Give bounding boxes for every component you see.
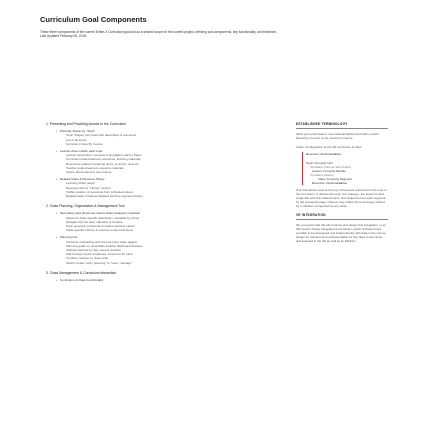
tree-topic: Topic: Formerly Unit <box>306 161 333 165</box>
outline-sub-item: Planning guide on accessible intuitive dashboard features <box>66 243 143 248</box>
outline-sub-item: Add & select topics & features, resources for each <box>66 252 133 257</box>
heading-rule <box>296 128 388 129</box>
main-outline <box>40 122 280 288</box>
section-heading: 3. Class Management & Curriculum Interaction <box>46 270 117 275</box>
outline-sub-item: Resource lists of "Library" section <box>66 185 111 190</box>
terminology-tree <box>302 152 388 185</box>
outline-bullet: • Secondary view shown as custom class created by educator <box>60 211 280 215</box>
outline-bullet: • Primarily shown by "Topic" <box>60 129 280 133</box>
taxonomy-text: Allow group discussion, new ideas Establish and refine current hierarchy of terms, to be used from course. <box>296 132 380 140</box>
section-class-management <box>40 271 280 282</box>
outline-sub-item: Topic "Pages" per panel with description & resources <box>66 133 137 138</box>
outline-sub-item: Allows for class specific description, viewable by cohort <box>66 215 140 220</box>
integration-heading: VE INTEGRATION <box>296 213 326 217</box>
tree-leaf: Resource: Downloadables <box>312 181 348 185</box>
integration-text: We recognize that VE will continue and design this integration, is an API (Learn Today) Integrated & Curriculum, Each of these future possible to be developed and independently with data in the course design for relevant and understandable for the class components and selected in the VE as well as its Platform. <box>296 223 386 243</box>
section-class-planning <box>40 204 280 265</box>
sidebar-notes <box>296 122 388 243</box>
outline-sub-item: Instructor onboarding with the tool (intro video pages) <box>66 239 137 244</box>
taxonomy-heading: ESTABLISHED TERMINOLOGY <box>296 122 348 126</box>
tree-topic-note: (Contains Units as Sub-Topics) <box>310 165 352 169</box>
outline-sub-item: Navigated by list view, calendar or timeline <box>66 219 123 224</box>
outline-sub-item: List of all topics <box>66 137 87 142</box>
tree-lesson-note: (Contains Videos) <box>310 173 334 177</box>
outline-sub-item: Teacher guided learners resource materials <box>66 165 124 170</box>
outline-sub-item: Curriculum View By Course <box>66 141 103 146</box>
taxonomy-explanation: One that will be used at the top of the levels presented to the user in the curriculum. It defines the topic, the category; the topics for that single title with the related topics, and sequenced for each segment by the presented page. Options may reflect the terminology offered by it, whether recognized as any class. <box>296 188 387 208</box>
outline-sub-item: Visible position of resources from individual videos <box>66 189 133 194</box>
outline-sub-item: Related tasks of learner Related learning segment design <box>66 194 143 199</box>
outline-sub-item: Class-specific Library & resource content list items <box>66 228 134 233</box>
section-heading: 2. Class Planning, Organization & Management Tool <box>46 204 125 209</box>
tree-video: Video: Formerly Segment <box>318 177 352 181</box>
outline-sub-item: Resources related to learning items, inventory view etc. <box>66 161 140 166</box>
outline-sub-item: Topics where learners can explore <box>66 170 112 175</box>
outline-sub-item: Learning Video player <box>66 181 96 186</box>
outline-sub-item: Learner description, overview & emphasis Learner Panel <box>66 153 142 158</box>
page-title: Curriculum Goal Components <box>40 15 147 24</box>
intro-paragraph: These three components of the current Entire-X Curriculum goal act as a shared scope for the current project, defining sub-components, key functionality, and timelines. Last Updated February 06, 2018. <box>40 30 277 39</box>
class-definition: Class: Configuration of the VE curriculum & class <box>296 145 362 149</box>
outline-sub-item: Topic progress (customized timeline sections views) <box>66 224 135 229</box>
outline-bullet: • Planning tool <box>60 235 280 239</box>
outline-sub-item: Switch modes "edit / planning" to "view / manage" <box>66 260 132 265</box>
outline-bullet: • Curriculum & Class Functionality <box>60 278 280 282</box>
heading-rule <box>296 219 388 220</box>
outline-sub-item: Combine reviews on class units <box>66 256 109 261</box>
outline-bullet: • Related Video & Resource Player <box>60 177 280 181</box>
outline-sub-item: Settings planned by day, week & duration <box>66 248 121 253</box>
outline-bullet: • Learner-driven within each topic <box>60 149 280 153</box>
section-heading: 1. Presenting and Providing Access to the Curriculum <box>46 122 127 126</box>
outline-sub-item: Curriculum based learners resources, learning materials <box>66 157 141 162</box>
tree-root: Resource: Downloadables <box>306 152 342 156</box>
tree-lesson: Lesson: Formerly Module <box>312 169 346 173</box>
section-presenting <box>40 122 280 198</box>
